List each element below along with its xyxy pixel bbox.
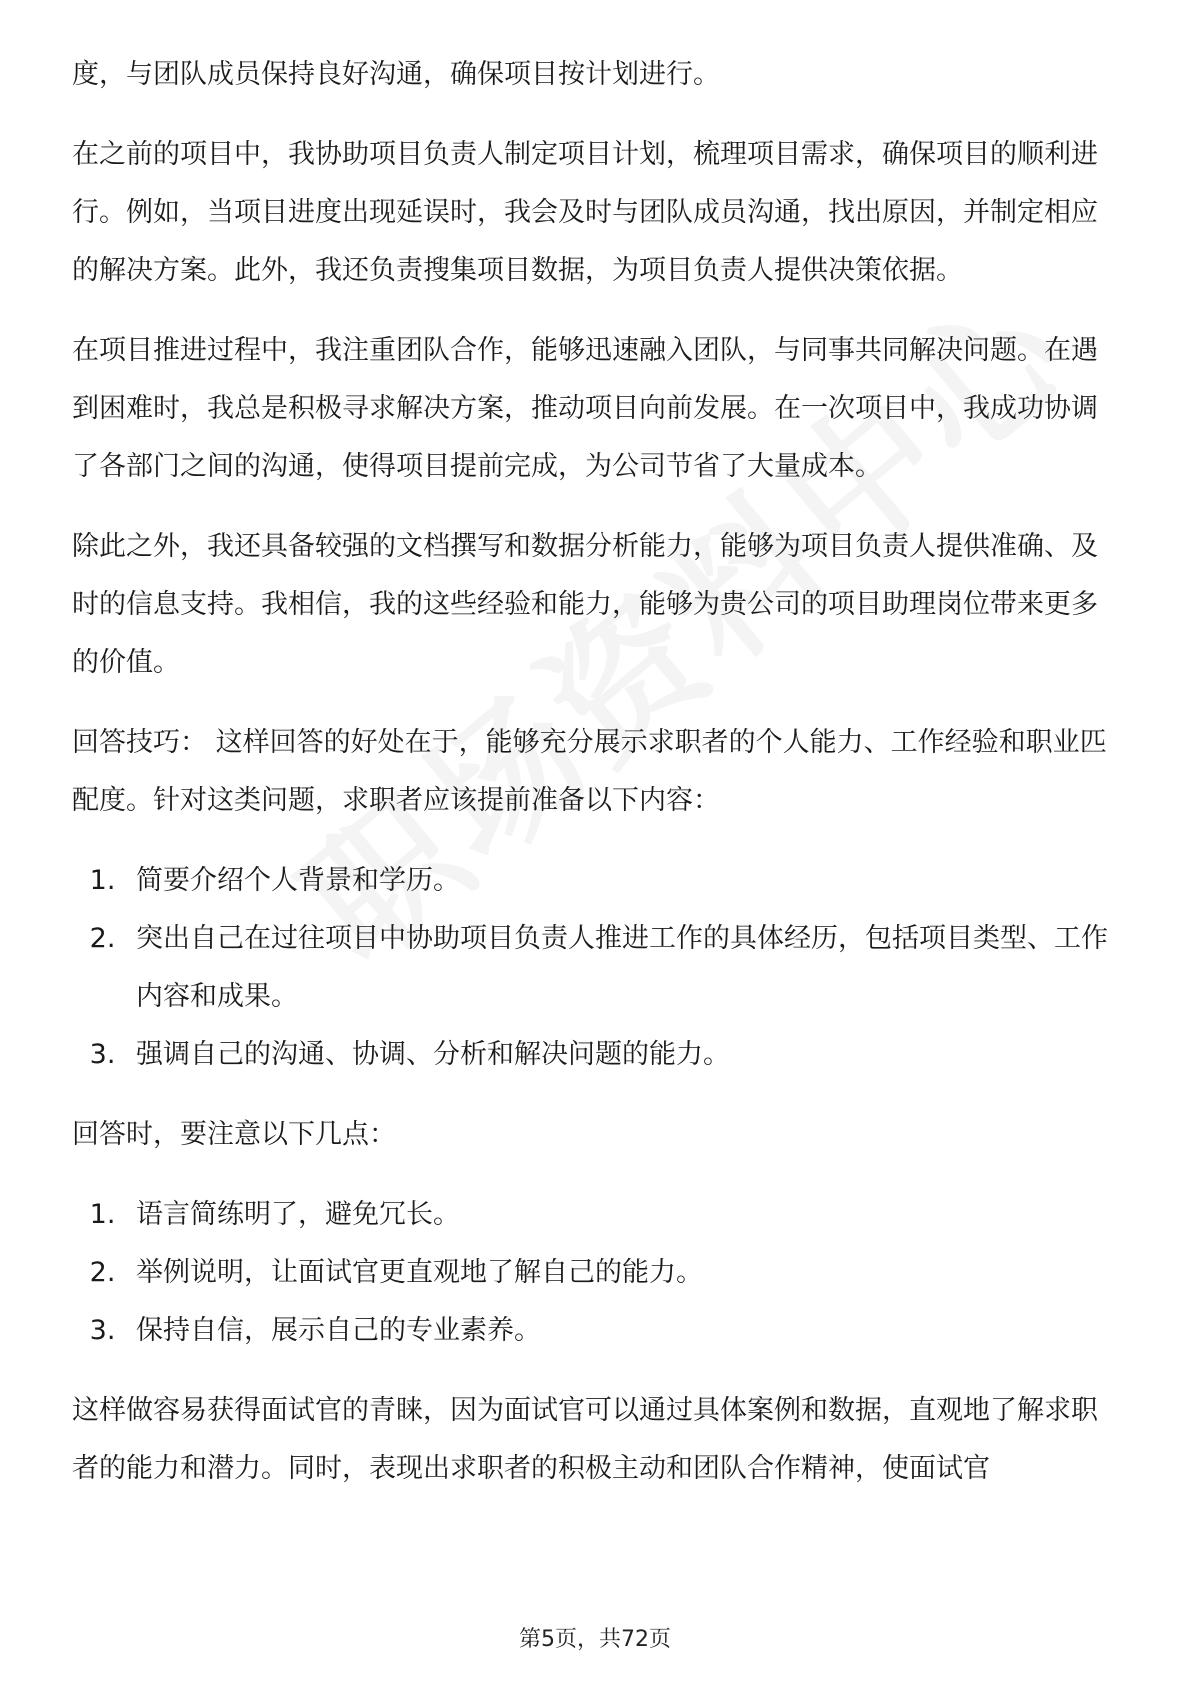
preparation-list <box>72 852 1122 1084</box>
list-item: 1. 简要介绍个人背景和学历。 <box>124 852 1122 910</box>
page-number: 第5页，共72页 <box>519 1627 671 1652</box>
paragraph-teamwork: 在项目推进过程中，我注重团队合作，能够迅速融入团队，与同事共同解决问题。在遇到困难时，我总是积极寻求解决方案，推动项目向前发展。在一次项目中，我成功协调了各部门之间的沟通，使得项目提前完成，为公司节省了大量成本。 <box>72 335 1098 482</box>
list-item: 2. 举例说明，让面试官更直观地了解自己的能力。 <box>124 1244 1122 1302</box>
paragraph-notes-intro: 回答时，要注意以下几点： <box>72 1119 396 1150</box>
list-item: 3. 强调自己的沟通、协调、分析和解决问题的能力。 <box>124 1026 1122 1084</box>
paragraph-experience: 在之前的项目中，我协助项目负责人制定项目计划，梳理项目需求，确保项目的顺利进行。例如，当项目进度出现延误时，我会及时与团队成员沟通，找出原因，并制定相应的解决方案。此外，我还负责搜集项目数据，为项目负责人提供决策依据。 <box>72 139 1098 286</box>
paragraph-conclusion: 这样做容易获得面试官的青睐，因为面试官可以通过具体案例和数据，直观地了解求职者的能力和潜力。同时，表现出求职者的积极主动和团队合作精神，使面试官 <box>72 1395 1098 1484</box>
paragraph-answer-tips: 回答技巧： 这样回答的好处在于，能够充分展示求职者的个人能力、工作经验和职业匹配度。针对这类问题，求职者应该提前准备以下内容： <box>72 727 1107 816</box>
list-item: 1. 语言简练明了，避免冗长。 <box>124 1186 1122 1244</box>
notes-list <box>72 1186 1122 1360</box>
list-item: 2. 突出自己在过往项目中协助项目负责人推进工作的具体经历，包括项目类型、工作内容和成果。 <box>124 910 1122 1026</box>
paragraph-continuation: 度，与团队成员保持良好沟通，确保项目按计划进行。 <box>72 59 720 90</box>
document-body <box>72 46 1122 1520</box>
paragraph-skills: 除此之外，我还具备较强的文档撰写和数据分析能力，能够为项目负责人提供准确、及时的信息支持。我相信，我的这些经验和能力，能够为贵公司的项目助理岗位带来更多的价值。 <box>72 531 1098 678</box>
list-item: 3. 保持自信，展示自己的专业素养。 <box>124 1302 1122 1360</box>
